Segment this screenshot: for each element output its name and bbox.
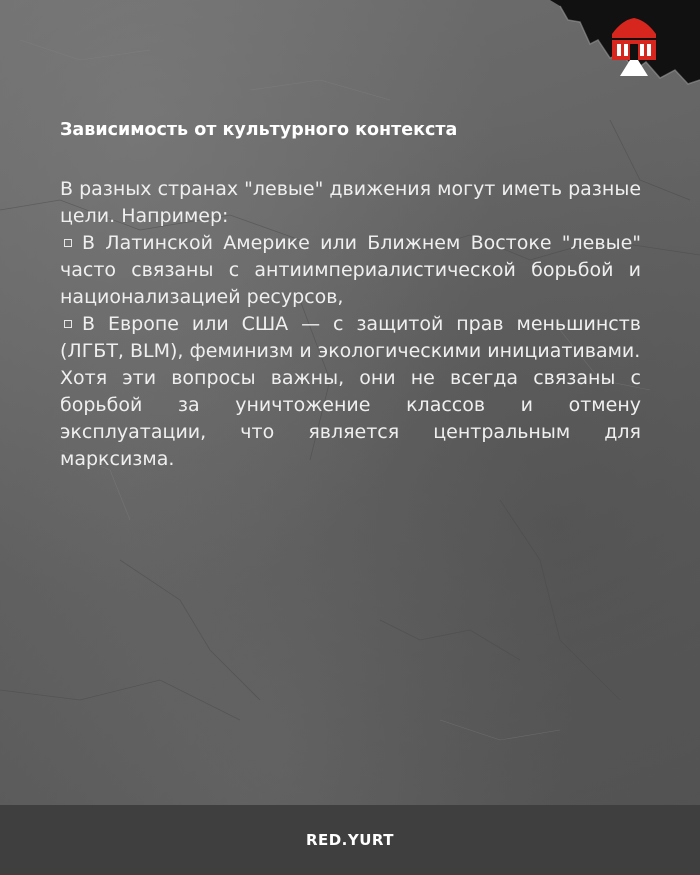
- list-item-text: В Европе или США — с защитой прав меньшинств (ЛГБТ, BLM), феминизм и экологическими инициативами.: [60, 313, 641, 362]
- article-conclusion: Хотя эти вопросы важны, они не всегда связаны с борьбой за уничтожение классов и отмену эксплуатации, что является центральным для марксизма.: [60, 367, 641, 470]
- article-intro: В разных странах "левые" движения могут иметь разные цели. Например:: [60, 178, 642, 227]
- square-bullet-icon: [64, 239, 72, 247]
- list-item: [60, 311, 641, 365]
- square-bullet-icon: [64, 320, 72, 328]
- list-item: [60, 230, 641, 311]
- footer-brand: RED.YURT: [305, 831, 395, 849]
- red-yurt-icon: [608, 14, 660, 76]
- article: [60, 120, 641, 473]
- list-item-text: В Латинской Америке или Ближнем Востоке "левые" часто связаны с антиимпериалистической борьбой и национализацией ресурсов,: [60, 232, 641, 308]
- footer-bar: [0, 805, 700, 875]
- article-body: [60, 176, 641, 473]
- article-title: Зависимость от культурного контекста: [60, 120, 458, 140]
